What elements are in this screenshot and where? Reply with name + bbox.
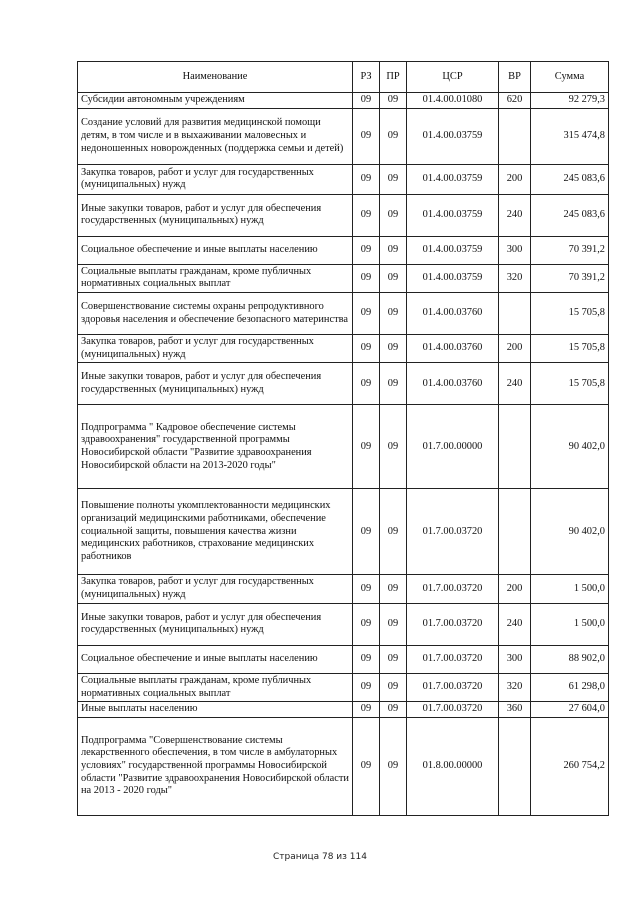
table-row	[78, 93, 609, 109]
row-sum: 90 402,0	[531, 405, 609, 489]
row-sum: 88 902,0	[531, 645, 609, 673]
row-name: Социальные выплаты гражданам, кроме публичных нормативных социальных выплат	[78, 673, 353, 701]
row-pr: 09	[380, 575, 407, 603]
table-header-row	[78, 62, 609, 93]
row-csr: 01.7.00.03720	[407, 603, 499, 645]
table-row	[78, 702, 609, 718]
row-pr: 09	[380, 702, 407, 718]
row-vr	[499, 293, 531, 335]
row-vr: 620	[499, 93, 531, 109]
row-rz: 09	[353, 363, 380, 405]
row-rz: 09	[353, 93, 380, 109]
table-row	[78, 236, 609, 264]
table-row	[78, 293, 609, 335]
row-pr: 09	[380, 335, 407, 363]
row-sum: 90 402,0	[531, 489, 609, 575]
row-name: Социальное обеспечение и иные выплаты населению	[78, 645, 353, 673]
row-name: Иные выплаты населению	[78, 702, 353, 718]
row-vr	[499, 108, 531, 164]
row-vr: 300	[499, 236, 531, 264]
row-name: Закупка товаров, работ и услуг для государственных (муниципальных) нужд	[78, 164, 353, 194]
row-csr: 01.4.00.03760	[407, 335, 499, 363]
table-row	[78, 673, 609, 701]
table-row	[78, 645, 609, 673]
row-csr: 01.7.00.03720	[407, 673, 499, 701]
row-pr: 09	[380, 164, 407, 194]
row-pr: 09	[380, 717, 407, 815]
row-vr: 320	[499, 264, 531, 292]
row-csr: 01.7.00.03720	[407, 489, 499, 575]
row-name: Субсидии автономным учреждениям	[78, 93, 353, 109]
row-sum: 245 083,6	[531, 164, 609, 194]
row-csr: 01.4.00.03759	[407, 164, 499, 194]
row-csr: 01.4.00.03759	[407, 236, 499, 264]
row-sum: 260 754,2	[531, 717, 609, 815]
table-row	[78, 194, 609, 236]
row-sum: 92 279,3	[531, 93, 609, 109]
row-rz: 09	[353, 673, 380, 701]
row-pr: 09	[380, 194, 407, 236]
row-csr: 01.7.00.03720	[407, 702, 499, 718]
table-row	[78, 264, 609, 292]
row-csr: 01.4.00.03760	[407, 363, 499, 405]
row-csr: 01.4.00.03759	[407, 108, 499, 164]
row-name: Социальные выплаты гражданам, кроме публичных нормативных социальных выплат	[78, 264, 353, 292]
row-rz: 09	[353, 108, 380, 164]
row-sum: 70 391,2	[531, 236, 609, 264]
row-vr	[499, 717, 531, 815]
row-pr: 09	[380, 489, 407, 575]
row-rz: 09	[353, 702, 380, 718]
row-vr: 200	[499, 575, 531, 603]
row-name: Подпрограмма " Кадровое обеспечение системы здравоохранения" государственной программы Новосибирской области "Развитие здравоохранения Новосибирской области на 2013-2020 годы"	[78, 405, 353, 489]
row-name: Закупка товаров, работ и услуг для государственных (муниципальных) нужд	[78, 335, 353, 363]
row-name: Закупка товаров, работ и услуг для государственных (муниципальных) нужд	[78, 575, 353, 603]
page-number: Страница 78 из 114	[273, 852, 367, 862]
row-pr: 09	[380, 673, 407, 701]
row-name: Создание условий для развития медицинской помощи детям, в том числе и в выхаживании маловесных и недоношенных новорожденных (поддержка семьи и детей)	[78, 108, 353, 164]
row-rz: 09	[353, 575, 380, 603]
row-rz: 09	[353, 293, 380, 335]
table-row	[78, 489, 609, 575]
row-csr: 01.4.00.03759	[407, 194, 499, 236]
row-sum: 15 705,8	[531, 363, 609, 405]
row-sum: 61 298,0	[531, 673, 609, 701]
table-row	[78, 575, 609, 603]
row-vr: 360	[499, 702, 531, 718]
table-row	[78, 164, 609, 194]
row-rz: 09	[353, 164, 380, 194]
table-row	[78, 363, 609, 405]
table-row	[78, 717, 609, 815]
row-csr: 01.7.00.00000	[407, 405, 499, 489]
row-name: Иные закупки товаров, работ и услуг для обеспечения государственных (муниципальных) нужд	[78, 194, 353, 236]
row-sum: 15 705,8	[531, 293, 609, 335]
row-pr: 09	[380, 603, 407, 645]
row-csr: 01.4.00.01080	[407, 93, 499, 109]
header-csr: ЦСР	[407, 62, 499, 93]
row-sum: 15 705,8	[531, 335, 609, 363]
row-rz: 09	[353, 603, 380, 645]
header-name: Наименование	[78, 62, 353, 93]
row-name: Иные закупки товаров, работ и услуг для обеспечения государственных (муниципальных) нужд	[78, 363, 353, 405]
row-sum: 1 500,0	[531, 575, 609, 603]
row-pr: 09	[380, 405, 407, 489]
row-csr: 01.4.00.03759	[407, 264, 499, 292]
table-row	[78, 108, 609, 164]
row-vr: 300	[499, 645, 531, 673]
row-rz: 09	[353, 489, 380, 575]
header-sum: Сумма	[531, 62, 609, 93]
row-name: Иные закупки товаров, работ и услуг для обеспечения государственных (муниципальных) нужд	[78, 603, 353, 645]
row-rz: 09	[353, 717, 380, 815]
row-vr: 200	[499, 164, 531, 194]
row-csr: 01.4.00.03760	[407, 293, 499, 335]
row-rz: 09	[353, 194, 380, 236]
row-sum: 70 391,2	[531, 264, 609, 292]
header-pr: ПР	[380, 62, 407, 93]
row-rz: 09	[353, 645, 380, 673]
table-row	[78, 603, 609, 645]
row-name: Совершенствование системы охраны репродуктивного здоровья населения и обеспечение безопасного материнства	[78, 293, 353, 335]
row-vr: 320	[499, 673, 531, 701]
table-row	[78, 405, 609, 489]
row-rz: 09	[353, 264, 380, 292]
row-pr: 09	[380, 236, 407, 264]
row-sum: 315 474,8	[531, 108, 609, 164]
row-pr: 09	[380, 264, 407, 292]
row-csr: 01.8.00.00000	[407, 717, 499, 815]
row-name: Повышение полноты укомплектованности медицинских организаций медицинскими работниками, обеспечение социальной защиты, повышения качества жизни медицинских работников, страхование медицинских работников	[78, 489, 353, 575]
row-sum: 27 604,0	[531, 702, 609, 718]
row-vr: 200	[499, 335, 531, 363]
table-row	[78, 335, 609, 363]
row-name: Социальное обеспечение и иные выплаты населению	[78, 236, 353, 264]
row-vr	[499, 489, 531, 575]
header-vr: ВР	[499, 62, 531, 93]
row-sum: 245 083,6	[531, 194, 609, 236]
row-pr: 09	[380, 645, 407, 673]
row-pr: 09	[380, 93, 407, 109]
row-csr: 01.7.00.03720	[407, 575, 499, 603]
row-sum: 1 500,0	[531, 603, 609, 645]
row-pr: 09	[380, 108, 407, 164]
row-pr: 09	[380, 363, 407, 405]
row-vr: 240	[499, 363, 531, 405]
row-rz: 09	[353, 236, 380, 264]
row-rz: 09	[353, 405, 380, 489]
row-pr: 09	[380, 293, 407, 335]
row-vr	[499, 405, 531, 489]
row-vr: 240	[499, 194, 531, 236]
row-csr: 01.7.00.03720	[407, 645, 499, 673]
row-name: Подпрограмма "Совершенствование системы лекарственного обеспечения, в том числе в амбулаторных условиях" государственной программы Новосибирской области "Развитие здравоохранения Новосибирской области на 2013 - 2020 годы"	[78, 717, 353, 815]
row-vr: 240	[499, 603, 531, 645]
budget-table	[77, 61, 609, 816]
header-rz: РЗ	[353, 62, 380, 93]
row-rz: 09	[353, 335, 380, 363]
